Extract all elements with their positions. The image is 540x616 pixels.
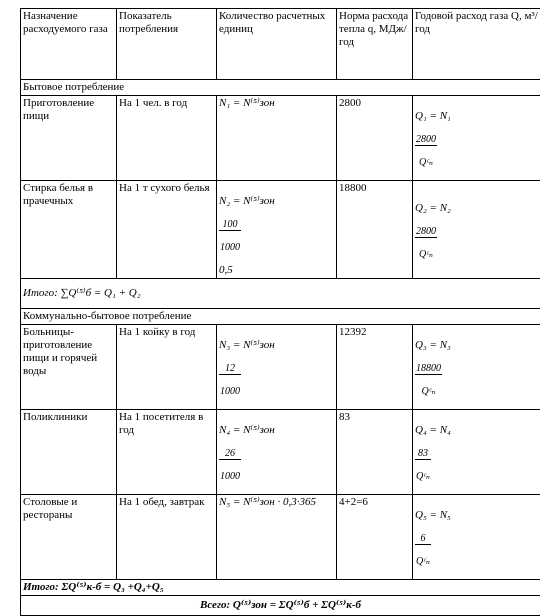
q-fraction bbox=[415, 437, 431, 493]
q-numerator: 2800 bbox=[415, 226, 437, 238]
row-q-formula bbox=[413, 410, 540, 495]
q-denominator: Qᶜₙ bbox=[415, 471, 431, 482]
units-denominator: 1000 bbox=[219, 242, 241, 253]
q-denominator: Qᶜₙ bbox=[415, 556, 431, 567]
units-numerator: 26 bbox=[219, 448, 241, 460]
q-lhs: Q₃ = N₃ bbox=[415, 339, 451, 351]
header-indicator: Показатель потребления bbox=[117, 9, 217, 80]
row-name: Поликлиники bbox=[21, 410, 117, 495]
row-indicator: На 1 койку в год bbox=[117, 325, 217, 410]
units-fraction bbox=[219, 352, 241, 408]
table-row bbox=[21, 495, 540, 580]
units-fraction bbox=[219, 437, 241, 493]
units-denominator: 1000 bbox=[219, 471, 241, 482]
row-units-formula: N₅ = N⁽⁵⁾зон · 0,3·365 bbox=[217, 495, 337, 580]
row-norm: 2800 bbox=[337, 96, 413, 181]
q-lhs: Q₅ = N₅ bbox=[415, 509, 451, 521]
grand-total-row bbox=[21, 596, 540, 616]
q-numerator: 18800 bbox=[415, 363, 442, 375]
row-name: Стирка белья в прачечных bbox=[21, 181, 117, 279]
row-norm: 4+2=6 bbox=[337, 495, 413, 580]
q-fraction bbox=[415, 352, 442, 408]
row-indicator: На 1 чел. в год bbox=[117, 96, 217, 181]
row-units-formula bbox=[217, 410, 337, 495]
header-annual-gas: Годовой расход газа Q, м³/год bbox=[413, 9, 540, 80]
units-fraction bbox=[219, 208, 241, 264]
header-norm: Норма расхода тепла q, МДж/год bbox=[337, 9, 413, 80]
q-fraction bbox=[415, 215, 437, 271]
row-q-formula bbox=[413, 181, 540, 279]
section-row-household bbox=[21, 80, 540, 96]
units-lhs: N₂ = N⁽⁵⁾зон bbox=[219, 195, 275, 207]
table-row bbox=[21, 410, 540, 495]
q-denominator: Qᶜₙ bbox=[415, 386, 442, 397]
gas-consumption-table bbox=[20, 8, 540, 616]
header-purpose: Назначение расходуемого газа bbox=[21, 9, 117, 80]
row-norm: 83 bbox=[337, 410, 413, 495]
q-lhs: Q₄ = N₄ bbox=[415, 424, 451, 436]
units-lhs: N₄ = N⁽⁵⁾зон bbox=[219, 424, 275, 436]
row-q-formula bbox=[413, 96, 540, 181]
row-indicator: На 1 т сухого белья bbox=[117, 181, 217, 279]
q-lhs: Q₁ = N₁ bbox=[415, 110, 451, 122]
total-communal: Итого: ΣQ⁽⁵⁾к-б = Q₃ +Q₄+Q₅ bbox=[21, 580, 540, 596]
grand-total: Всего: Q⁽⁵⁾зон = ΣQ⁽⁵⁾б + ΣQ⁽⁵⁾к-б bbox=[21, 596, 540, 616]
header-units: Количество расчетных единиц bbox=[217, 9, 337, 80]
q-numerator: 2800 bbox=[415, 134, 437, 146]
row-units-formula: N₁ = N⁽⁵⁾зон bbox=[217, 96, 337, 181]
units-lhs: N₃ = N⁽⁵⁾зон bbox=[219, 339, 275, 351]
q-lhs: Q₂ = N₂ bbox=[415, 202, 451, 214]
gas-consumption-table-frame bbox=[20, 8, 540, 616]
table-row bbox=[21, 96, 540, 181]
row-name: Приготовление пищи bbox=[21, 96, 117, 181]
row-q-formula bbox=[413, 495, 540, 580]
units-tail: 0,5 bbox=[219, 264, 233, 276]
q-denominator: Qᶜₙ bbox=[415, 157, 437, 168]
table-row bbox=[21, 325, 540, 410]
section-household: Бытовое потребление bbox=[21, 80, 540, 96]
row-name: Больницы-приготовление пищи и горячей воды bbox=[21, 325, 117, 410]
total-household: Итого: ∑Q⁽⁵⁾б = Q₁ + Q₂ bbox=[21, 279, 540, 309]
q-numerator: 83 bbox=[415, 448, 431, 460]
row-indicator: На 1 обед, завтрак bbox=[117, 495, 217, 580]
row-name: Столовые и рестораны bbox=[21, 495, 117, 580]
row-norm: 18800 bbox=[337, 181, 413, 279]
row-q-formula bbox=[413, 325, 540, 410]
table-row bbox=[21, 181, 540, 279]
q-denominator: Qᶜₙ bbox=[415, 249, 437, 260]
q-fraction bbox=[415, 123, 437, 179]
units-denominator: 1000 bbox=[219, 386, 241, 397]
section-row-communal bbox=[21, 309, 540, 325]
total-row-household bbox=[21, 279, 540, 309]
row-indicator: На 1 посетителя в год bbox=[117, 410, 217, 495]
units-numerator: 12 bbox=[219, 363, 241, 375]
q-numerator: 6 bbox=[415, 533, 431, 545]
row-units-formula bbox=[217, 181, 337, 279]
section-communal: Коммунально-бытовое потребление bbox=[21, 309, 540, 325]
q-fraction bbox=[415, 522, 431, 578]
total-row-communal bbox=[21, 580, 540, 596]
units-numerator: 100 bbox=[219, 219, 241, 231]
row-norm: 12392 bbox=[337, 325, 413, 410]
row-units-formula bbox=[217, 325, 337, 410]
header-row bbox=[21, 9, 540, 80]
